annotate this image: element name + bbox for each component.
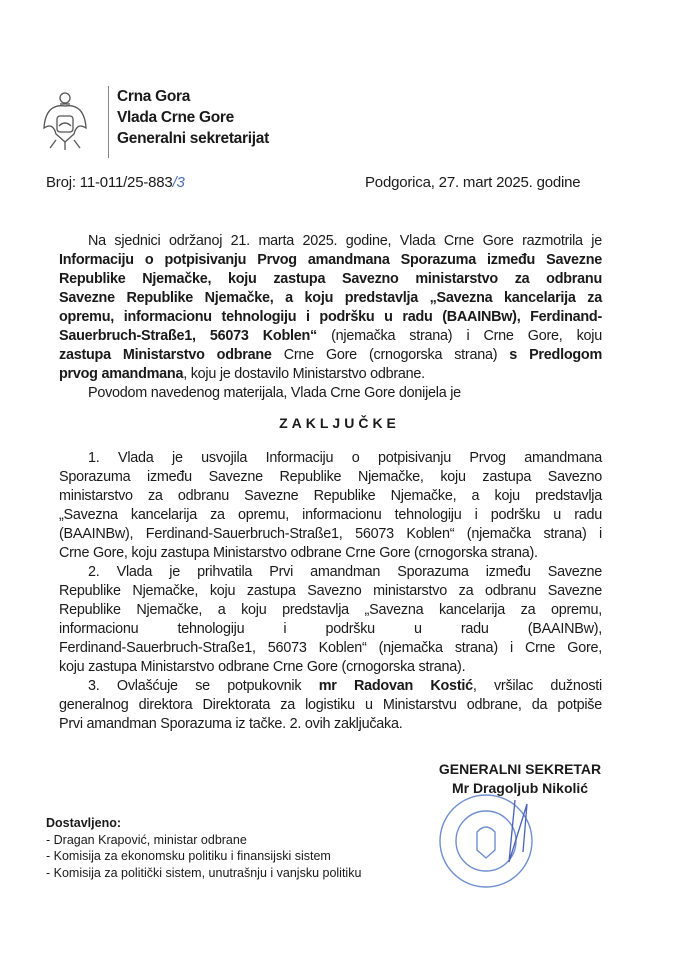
intro-continuation: Povodom navedenog materijala, Vlada Crne Gore donijela je [88, 385, 461, 401]
text-line [59, 639, 602, 658]
text-line [59, 506, 602, 525]
text-line [59, 270, 602, 289]
text-line [59, 677, 602, 696]
text-line [59, 601, 602, 620]
bold-text: Savezne Republike Njemačke, a koju predstavlja „Savezna kancelarija za [59, 290, 602, 306]
text: (BAAINBw), Ferdinand-Sauerbruch-Straße1, 56073 Koblen“ (njemačka strana) i [59, 526, 602, 542]
text: Republike Njemačke, koju zastupa Savezno ministarstvo za odbranu Savezne [59, 583, 602, 599]
text-line [59, 289, 602, 308]
text: 1. Vlada je usvojila Informaciju o potpisivanju Prvog amandmana [88, 450, 602, 466]
official-stamp-icon [437, 792, 535, 890]
text: „Savezna kancelarija za opremu, informacionu tehnologiju i podršku u radu [59, 507, 602, 523]
conclusion-item-2 [59, 563, 602, 677]
distribution-item: - Komisija za ekonomsku politiku i finansijski sistem [46, 849, 331, 863]
text-line [59, 582, 602, 601]
conclusion-item-1 [59, 449, 602, 563]
text-line [59, 468, 602, 487]
bold-text: Republike Njemačke, koju zastupa Savezno ministarstvo za odbranu [59, 271, 602, 287]
text-line [59, 696, 602, 715]
intro-paragraph [59, 232, 602, 384]
header-line: Vlada Crne Gore [117, 109, 234, 126]
text: Sporazuma između Savezne Republike Njemačke, koju zastupa Savezno [59, 469, 602, 485]
text: ministarstvo za odbranu Savezne Republike Njemačke, a koju predstavlja [59, 488, 602, 504]
signatory-title: GENERALNI SEKRETAR [438, 761, 602, 777]
text: Na sjednici održanoj 21. marta 2025. godine, Vlada Crne Gore razmotrila je [88, 233, 602, 249]
text-line [59, 487, 602, 506]
text-line [59, 327, 602, 346]
text: , vršilac dužnosti [472, 678, 602, 694]
text-line [59, 563, 602, 582]
text: Republike Njemačke, a koju predstavlja „Savezna kancelarija za opremu, [59, 602, 602, 618]
montenegro-coat-of-arms-icon [42, 90, 88, 152]
bold-text: mr Radovan Kostić [318, 678, 473, 694]
text: Crne Gore (crnogorska strana) [271, 347, 510, 363]
bold-text: zastupa Ministarstvo odbrane [59, 347, 272, 363]
text: , koju je dostavilo Ministarstvo odbrane. [183, 366, 425, 382]
text: koju zastupa Ministarstvo odbrane Crne Gore (crnogorska strana). [59, 659, 466, 675]
text: Ferdinand-Sauerbruch-Straße1, 56073 Koblen“ (njemačka strana) i Crne Gore, [59, 640, 602, 656]
number-text: Broj: 11-011/25-883 [46, 174, 173, 191]
text-line [59, 308, 602, 327]
handwritten-suffix: /3 [172, 174, 185, 191]
text-line [59, 449, 602, 468]
distribution-list [46, 815, 361, 881]
header-line: Crna Gora [117, 88, 191, 105]
bold-text: s Predlogom [509, 347, 602, 363]
text-line [59, 346, 602, 365]
text-line [59, 365, 602, 384]
text-line [59, 620, 602, 639]
distribution-item: - Dragan Krapović, ministar odbrane [46, 832, 247, 847]
document-number [46, 174, 185, 191]
text: generalnog direktora Direktorata za logistiku u Ministarstvu odbrane, da potpiše [59, 697, 602, 713]
text-line [59, 658, 602, 677]
text: Prvi amandman Sporazuma iz tačke. 2. ovih zaključaka. [59, 716, 403, 732]
section-title: ZAKLJUČKE [279, 415, 400, 431]
text-line [59, 525, 602, 544]
institution-header [108, 86, 269, 158]
text-line [59, 544, 602, 563]
text: 2. Vlada je prihvatila Prvi amandman Sporazuma između Savezne [88, 564, 602, 580]
bold-text: Informaciju o potpisivanju Prvog amandmana Sporazuma između Savezne [59, 252, 602, 268]
signatory-name: Mr Dragoljub Nikolić [451, 780, 589, 796]
text-line [59, 715, 602, 734]
text: (njemačka strana) i Crne Gore, koju [316, 328, 603, 344]
bold-text: prvog amandmana [59, 366, 184, 382]
header-line: Generalni sekretarijat [117, 130, 269, 147]
text-line [59, 232, 602, 251]
text: 3. Ovlašćuje se potpukovnik [88, 678, 319, 694]
text-line [59, 251, 602, 270]
conclusion-item-3 [59, 677, 602, 734]
distribution-item: - Komisija za politički sistem, unutrašnju i vanjsku politiku [46, 865, 362, 880]
bold-text: opremu, informacionu tehnologiju i podršku u radu (BAAINBw), Ferdinand- [59, 309, 602, 325]
place-date: Podgorica, 27. mart 2025. godine [365, 174, 581, 191]
text: Crne Gore, koju zastupa Ministarstvo odbrane Crne Gore (crnogorska strana). [59, 545, 538, 561]
text: informacionu tehnologiju i podršku u radu (BAAINBw), [59, 621, 602, 637]
bold-text: Sauerbruch-Straße1, 56073 Koblen“ [59, 328, 317, 344]
distribution-label: Dostavljeno: [46, 816, 122, 830]
